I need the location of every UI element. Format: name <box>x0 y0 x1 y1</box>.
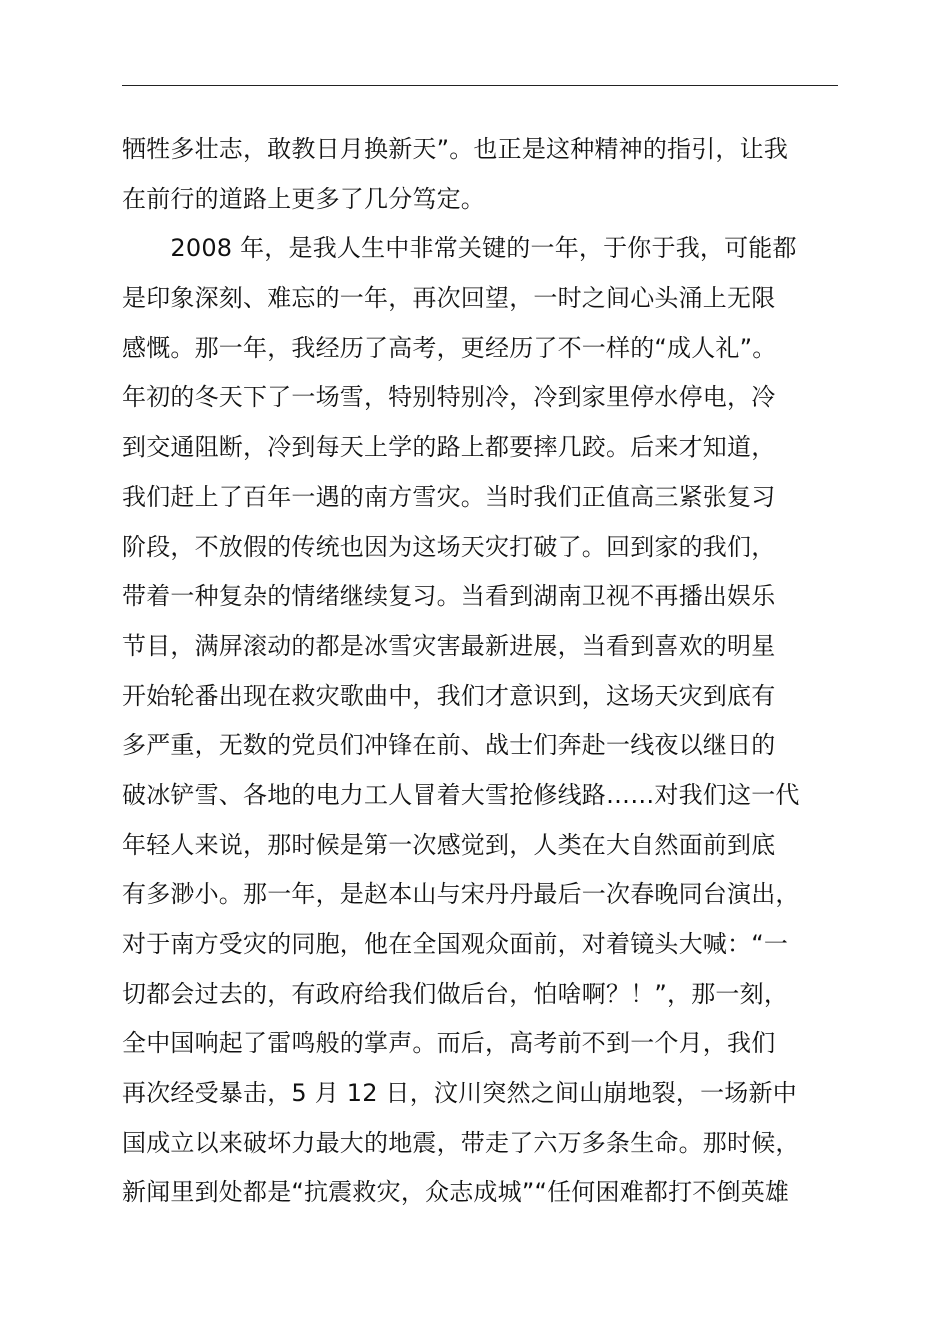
text-line: 切都会过去的，有政府给我们做后台，怕啥啊？！”，那一刻， <box>122 979 789 1008</box>
text-line: 年轻人来说，那时候是第一次感觉到，人类在大自然面前到底 <box>122 830 776 859</box>
text-line: 感慨。那一年，我经历了高考，更经历了不一样的“成人礼”。 <box>122 333 777 362</box>
text-line: 多严重，无数的党员们冲锋在前、战士们奔赴一线夜以继日的 <box>122 731 776 760</box>
document-body <box>122 125 838 1218</box>
text-line: 牺牲多壮志，敢教日月换新天”。也正是这种精神的指引，让我 <box>122 135 789 163</box>
header-rule <box>122 85 838 86</box>
text-line: 带着一种复杂的情绪继续复习。当看到湖南卫视不再播出娱乐 <box>122 582 776 611</box>
text-line: 破冰铲雪、各地的电力工人冒着大雪抢修线路……对我们这一代 <box>122 780 800 809</box>
text-line: 再次经受暴击，5 月 12 日，汶川突然之间山崩地裂，一场新中 <box>122 1079 797 1108</box>
text-line: 是印象深刻、难忘的一年，再次回望，一时之间心头涌上无限 <box>122 284 776 313</box>
text-line: 年初的冬天下了一场雪，特别特别冷，冷到家里停水停电，冷 <box>122 383 776 412</box>
text-line: 在前行的道路上更多了几分笃定。 <box>122 184 485 213</box>
text-line: 节目，满屏滚动的都是冰雪灾害最新进展，当看到喜欢的明星 <box>122 631 776 660</box>
text-line: 开始轮番出现在救灾歌曲中，我们才意识到，这场天灾到底有 <box>122 681 776 710</box>
text-line: 阶段，不放假的传统也因为这场天灾打破了。回到家的我们， <box>122 532 776 561</box>
text-line: 对于南方受灾的同胞，他在全国观众面前，对着镜头大喊：“一 <box>122 930 789 958</box>
text-line: 到交通阻断，冷到每天上学的路上都要摔几跤。后来才知道， <box>122 433 776 462</box>
text-line: 全中国响起了雷鸣般的掌声。而后，高考前不到一个月，我们 <box>122 1029 776 1058</box>
text-line: 国成立以来破坏力最大的地震，带走了六万多条生命。那时候， <box>122 1128 800 1157</box>
text-line: 有多渺小。那一年，是赵本山与宋丹丹最后一次春晚同台演出， <box>122 880 800 909</box>
text-line: 新闻里到处都是“抗震救灾，众志成城”“任何困难都打不倒英雄 <box>122 1178 790 1207</box>
text-line: 2008 年，是我人生中非常关键的一年，于你于我，可能都 <box>122 234 797 263</box>
text-line: 我们赶上了百年一遇的南方雪灾。当时我们正值高三紧张复习 <box>122 482 776 511</box>
